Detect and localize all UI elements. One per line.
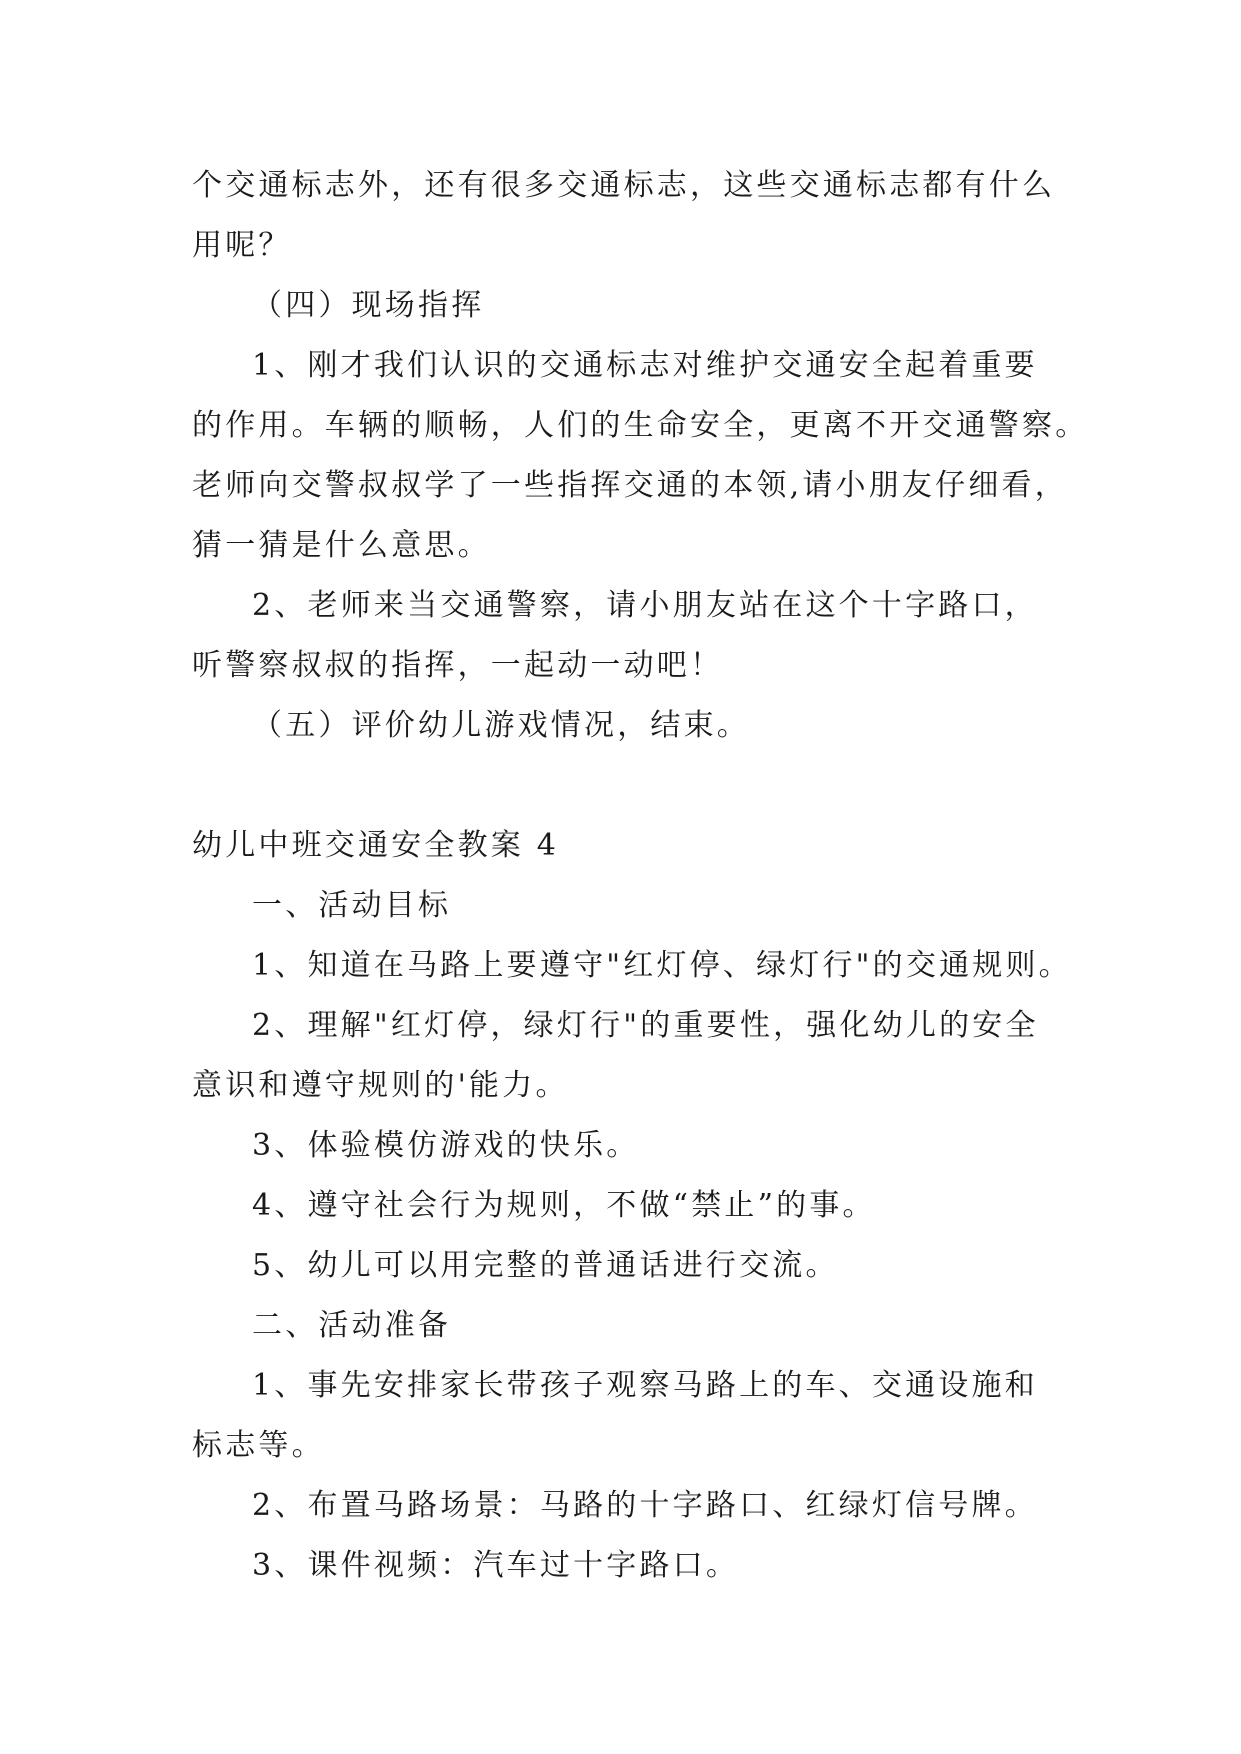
section-heading: 二、活动准备: [252, 1308, 452, 1343]
paragraph-line: 猜一猜是什么意思。: [192, 528, 491, 563]
paragraph-line: 5、幼儿可以用完整的普通话进行交流。: [252, 1248, 839, 1283]
paragraph-line: 个交通标志外，还有很多交通标志，这些交通标志都有什么: [192, 168, 1056, 203]
paragraph-line: 1、刚才我们认识的交通标志对维护交通安全起着重要: [252, 348, 1038, 383]
paragraph-line: 2、理解"红灯停，绿灯行"的重要性，强化幼儿的安全: [252, 1008, 1039, 1043]
paragraph-line: 的作用。车辆的顺畅，人们的生命安全，更离不开交通警察。: [192, 408, 1089, 443]
document-title: 幼儿中班交通安全教案 4: [192, 828, 560, 863]
paragraph-line: 4、遵守社会行为规则，不做“禁止”的事。: [252, 1188, 876, 1223]
paragraph-line: 用呢？: [192, 228, 292, 263]
paragraph-line: 3、体验模仿游戏的快乐。: [252, 1128, 640, 1163]
paragraph-line: 1、知道在马路上要遵守"红灯停、绿灯行"的交通规则。: [252, 948, 1072, 983]
paragraph-line: 3、课件视频：汽车过十字路口。: [252, 1548, 740, 1583]
paragraph-line: 1、事先安排家长带孩子观察马路上的车、交通设施和: [252, 1368, 1038, 1403]
section-heading: （四）现场指挥: [252, 288, 485, 323]
section-heading: 一、活动目标: [252, 888, 452, 923]
paragraph-line: 标志等。: [192, 1428, 325, 1463]
paragraph-line: 意识和遵守规则的'能力。: [192, 1068, 569, 1103]
paragraph-line: 2、布置马路场景：马路的十字路口、红绿灯信号牌。: [252, 1488, 1038, 1523]
paragraph-line: 2、老师来当交通警察，请小朋友站在这个十字路口，: [252, 588, 1038, 623]
paragraph-line: 听警察叔叔的指挥，一起动一动吧！: [192, 648, 724, 683]
paragraph-line: 老师向交警叔叔学了一些指挥交通的本领,请小朋友仔细看，: [192, 468, 1068, 503]
section-heading: （五）评价幼儿游戏情况，结束。: [252, 708, 750, 743]
